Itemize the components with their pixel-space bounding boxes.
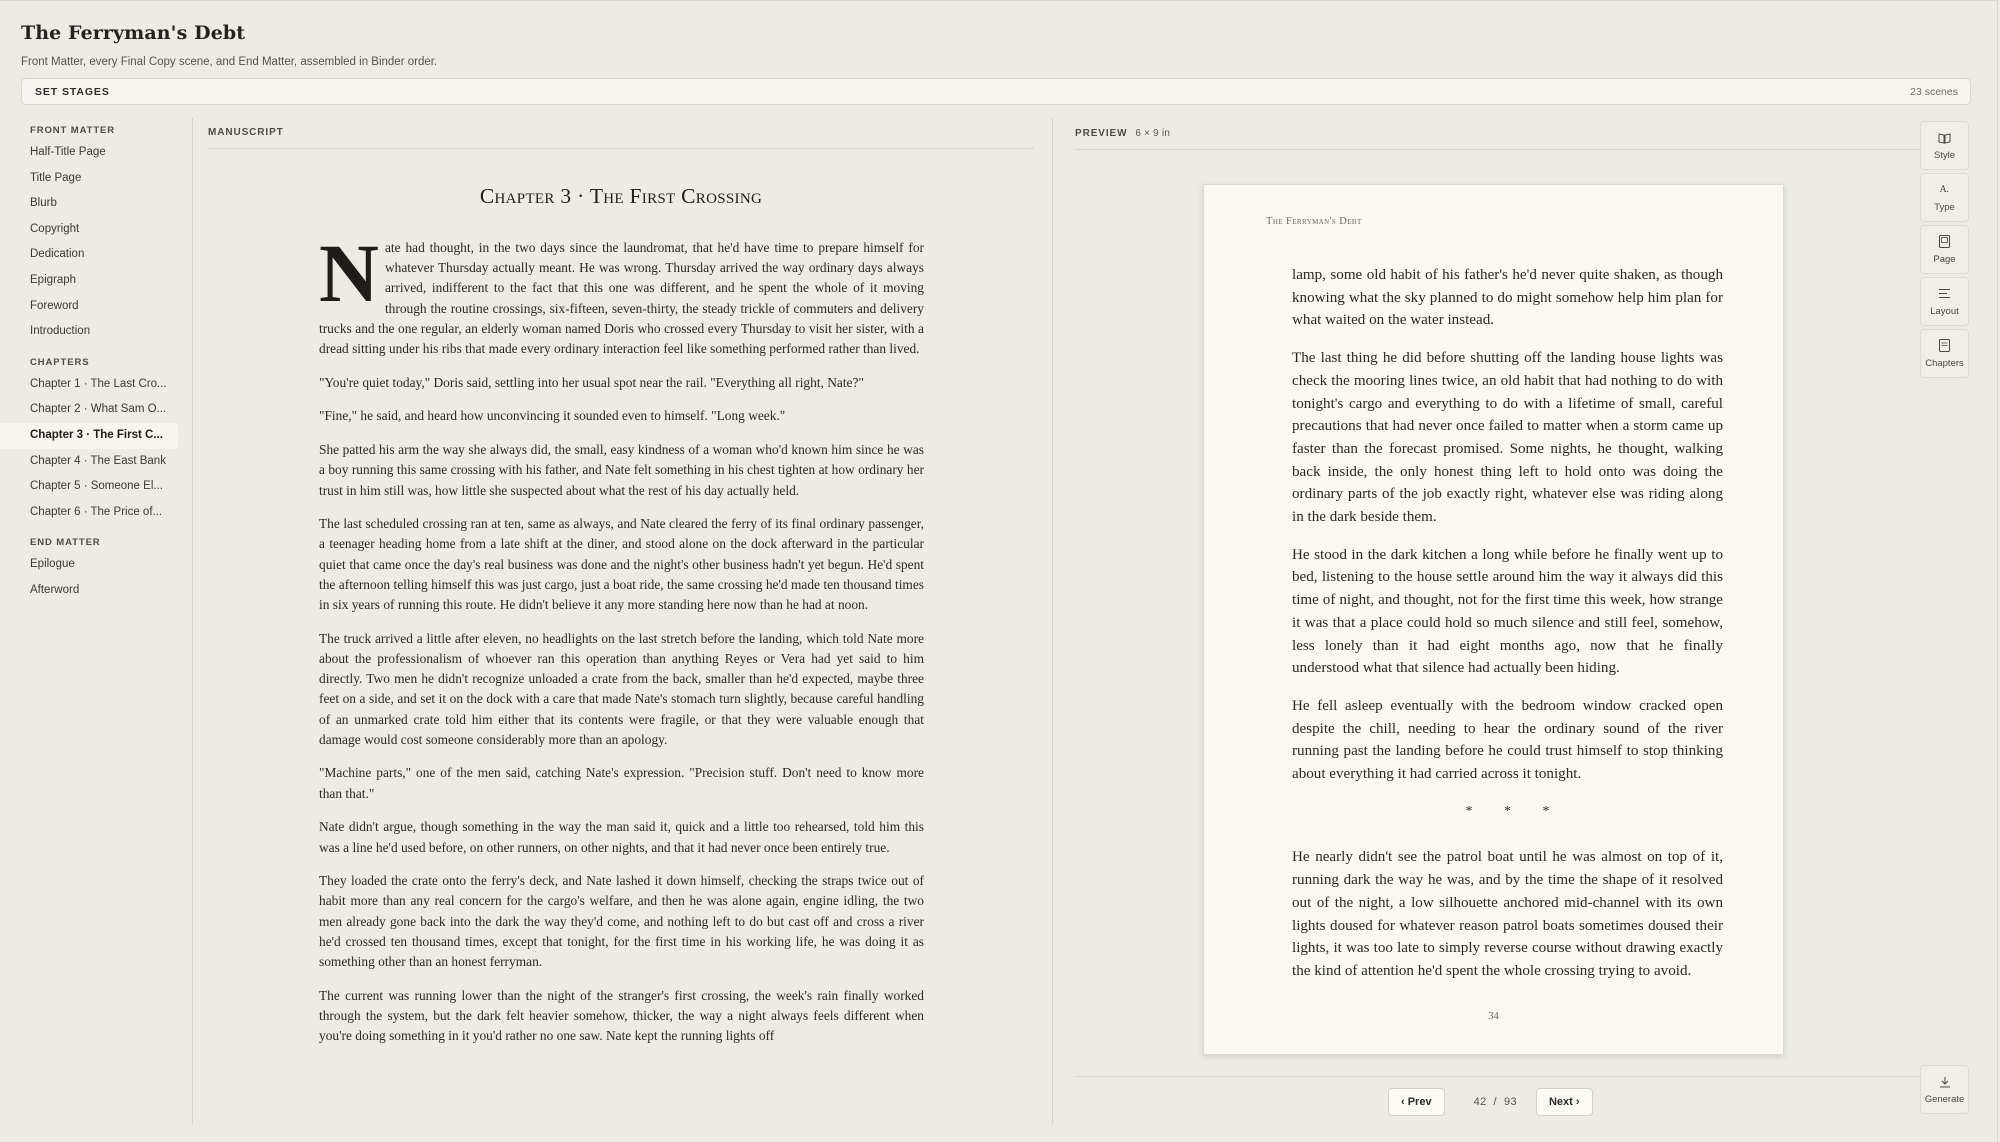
drop-cap: N — [319, 227, 379, 319]
binder-item-chapter-2[interactable]: Chapter 2 · What Sam O... — [30, 403, 167, 416]
manuscript-paragraph: Nate didn't argue, though something in the way the man said it, quick and a little too rehearsed, told him this was a line he'd used before, on other runners, on other nights, and that it had never once been entirely true. — [319, 819, 924, 855]
manuscript-paragraph: The truck arrived a little after eleven, no headlights on the last stretch before the landing, which told Nate more about the professionalism of whoever ran this operation than anything Reyes or Vera had yet said to him directly. Two men he didn't recognize unloaded a crate from the back, smaller than he'd expected, maybe three feet on a side, and set it on the dock with a care that made Nate's stomach turn slightly, because careful handling of an unmarked crate told him either that its contents were fragile, or that they were valuable enough that damage would cost someone considerably more than an apology. — [319, 630, 924, 747]
next-button[interactable]: Next › — [1536, 1088, 1593, 1116]
preview-paragraph: lamp, some old habit of his father's he'd never quite shaken, as though knowing what the sky planned to do might somehow help him plan for what waited on the water instead. — [1292, 267, 1723, 329]
binder-item-chapter-4[interactable]: Chapter 4 · The East Bank — [30, 454, 166, 467]
pager — [1388, 1088, 1593, 1116]
manuscript-text[interactable] — [319, 227, 924, 1060]
first-paragraph-text: ate had thought, in the two days since the laundromat, that he'd have time to prepare himself for whatever Thursday actually meant. He was wrong. Thursday arrived the way ordinary days always arrived, indifferent to the fact that this one was different, and he spent the whole of it moving through the routine crossings, six-fifteen, seven-thirty, the steady trickle of commuters and delivery trucks and the one regular, an elderly woman named Doris who crossed every Thursday to visit her sister, with a dread sitting under his ribs that made every ordinary interaction feel like something performed rather than lived. — [319, 240, 924, 357]
manuscript-paragraph: The last scheduled crossing ran at ten, same as always, and Nate cleared the ferry of its final ordinary passenger, a teenager heading home from a late shift at the diner, and stood alone on the dock afterward in the particular quiet that came once the day's real business was done and the night's other business hadn't yet begun. He'd spent the afternoon telling himself this was just cargo, just a boat ride, the same crossing he'd made ten thousand times in six years of running this route. He didn't believe it any more standing here now than he had at noon. — [319, 516, 924, 613]
binder-item-introduction[interactable]: Introduction — [30, 325, 91, 338]
page-number: 34 — [1488, 1011, 1499, 1022]
binder-item-epilogue[interactable]: Epilogue — [30, 558, 75, 571]
binder-item-copyright[interactable]: Copyright — [30, 222, 80, 235]
binder-item-half-title[interactable]: Half-Title Page — [30, 146, 106, 158]
manuscript-paragraph: She patted his arm the way she always did, the small, easy kindness of a woman who'd known him since he was a boy running this same crossing with his father, and Nate felt something in his chest tighten at how ordinary her trust in him still was, how little she suspected about what the rest of his day actually held. — [319, 442, 924, 498]
current-page: 42 — [1473, 1096, 1487, 1108]
stage-label: SET STAGES — [35, 85, 110, 98]
binder-sidebar — [0, 118, 193, 1124]
chapters-heading: CHAPTERS — [30, 356, 90, 368]
manuscript-pane[interactable] — [208, 118, 1034, 1124]
chapters-button[interactable] — [1920, 329, 1969, 378]
book-title: The Ferryman's Debt — [21, 22, 246, 44]
download-icon — [1938, 1075, 1952, 1089]
binder-item-chapter-6[interactable]: Chapter 6 · The Price of... — [30, 505, 163, 518]
page-separator: / — [1493, 1096, 1498, 1108]
page-body — [1292, 264, 1723, 998]
format-toolbar — [1920, 121, 1969, 381]
preview-label: PREVIEW — [1075, 128, 1128, 139]
pager-divider — [1075, 1076, 1931, 1077]
generate-button[interactable] — [1920, 1065, 1969, 1114]
preview-divider — [1075, 149, 1931, 150]
total-pages: 93 — [1503, 1096, 1517, 1108]
typography-icon: A. — [1939, 184, 1950, 195]
book-subtitle: Front Matter, every Final Copy scene, and End Matter, assembled in Binder order. — [21, 56, 438, 68]
type-label: Type — [1934, 201, 1955, 213]
manuscript-divider — [208, 148, 1034, 149]
generate-container — [1920, 1065, 1969, 1117]
end-matter-heading: END MATTER — [30, 537, 101, 549]
chapter-list-icon — [1938, 339, 1952, 353]
scene-break: * * * — [1465, 803, 1564, 819]
type-button[interactable] — [1920, 173, 1969, 222]
generate-label: Generate — [1924, 1093, 1965, 1105]
style-button[interactable] — [1920, 121, 1969, 170]
align-lines-icon — [1938, 287, 1952, 301]
page-button[interactable] — [1920, 225, 1969, 274]
page-counter — [1474, 1096, 1517, 1108]
manuscript-paragraph: "Machine parts," one of the men said, catching Nate's expression. "Precision stuff. Don't need to know more than that." — [319, 765, 924, 801]
binder-item-chapter-1[interactable]: Chapter 1 · The Last Cro... — [30, 377, 167, 390]
binder-item-blurb[interactable]: Blurb — [30, 197, 57, 210]
layout-button[interactable] — [1920, 277, 1969, 326]
binder-item-title-page[interactable]: Title Page — [30, 171, 82, 184]
manuscript-paragraph: The current was running lower than the night of the stranger's first crossing, the week's rain finally worked through the system, but the dark felt heavier somehow, thicker, the way a night always feels different when you're doing something in it you'd rather no one saw. Nate kept the running lights off — [319, 987, 924, 1044]
manuscript-paragraph — [319, 227, 924, 359]
preview-paragraph: He fell asleep eventually with the bedroom window cracked open despite the chill, needing to hear the ordinary sound of the river running past the landing before he could trust himself to stop thinking about everything it had carried across it tonight. — [1292, 697, 1723, 783]
header — [21, 22, 437, 68]
chapters-label: Chapters — [1925, 357, 1964, 369]
preview-page[interactable] — [1203, 184, 1784, 1055]
column-divider — [1052, 118, 1053, 1124]
binder-item-chapter-5[interactable]: Chapter 5 · Someone El... — [30, 480, 163, 493]
manuscript-paragraph: "You're quiet today," Doris said, settling into her usual spot near the rail. "Everything all right, Nate?" — [319, 374, 864, 390]
style-label: Style — [1933, 149, 1956, 161]
binder-item-dedication[interactable]: Dedication — [30, 248, 85, 261]
preview-paragraph: He stood in the dark kitchen a long while before he finally went up to bed, listening to the house settle around him the way it always did this time of night, and thought, not for the first time this week, how strange it was that a place could hold so much silence and still feel, somehow, less lonely than it had eight months ago, now that he finally understood what that silence had actually been hiding. — [1292, 546, 1723, 677]
layout-label: Layout — [1930, 305, 1959, 317]
page-label: Page — [1933, 253, 1956, 265]
preview-pane — [1075, 118, 1930, 1124]
manuscript-paragraph: "Fine," he said, and heard how unconvincing it sounded even to himself. "Long week." — [319, 408, 786, 424]
book-open-icon — [1938, 131, 1952, 145]
binder-item-chapter-3[interactable]: Chapter 3 · The First C... — [0, 423, 178, 449]
manuscript-label: MANUSCRIPT — [208, 127, 284, 138]
chapter-heading: Chapter 3 · The First Crossing — [479, 184, 763, 208]
preview-header — [1075, 128, 1170, 139]
stage-bar[interactable] — [21, 78, 1971, 105]
manuscript-paragraph: They loaded the crate onto the ferry's deck, and Nate lashed it down himself, checking the straps twice out of habit more than any real concern for the cargo's welfare, and then he was alone again, engine idling, the two men already gone back into the dark the way they'd come, and nothing left to do but cast off and cross a river he'd crossed ten thousand times, except that tonight, for the first time in his working life, he was doing it as something other than an honest ferryman. — [319, 873, 924, 970]
scene-count: 23 scenes — [1910, 85, 1958, 98]
preview-paragraph: He nearly didn't see the patrol boat until he was almost on top of it, running dark the way he was, and by the time the shape of it resolved out of the night, a low silhouette anchored mid-channel with its own lights doused for whatever reason patrol boats sometimes doused their lights, it was too late to simply reverse course without drawing exactly the kind of attention he'd spent the whole crossing trying to avoid. — [1292, 849, 1723, 979]
binder-item-foreword[interactable]: Foreword — [30, 299, 79, 312]
page-icon — [1938, 235, 1952, 249]
binder-item-afterword[interactable]: Afterword — [30, 583, 80, 596]
binder-item-epigraph[interactable]: Epigraph — [30, 273, 77, 286]
trim-size: 6 × 9 in — [1135, 128, 1171, 139]
prev-button[interactable]: ‹ Prev — [1388, 1088, 1445, 1116]
running-head: The Ferryman's Debt — [1266, 216, 1362, 227]
front-matter-heading: FRONT MATTER — [30, 125, 116, 136]
preview-paragraph: The last thing he did before shutting off the landing house lights was check the mooring lines twice, an old habit that had nothing to do with tonight's cargo and everything to do with a lifetime of small, careful precautions that had never once failed to matter when a storm came up faster than the forecast promised. Some nights, he thought, walking back inside, the only honest thing left to hold onto was doing the ordinary parts of the job exactly right, whatever else was riding along in the dark beside them. — [1292, 350, 1723, 526]
